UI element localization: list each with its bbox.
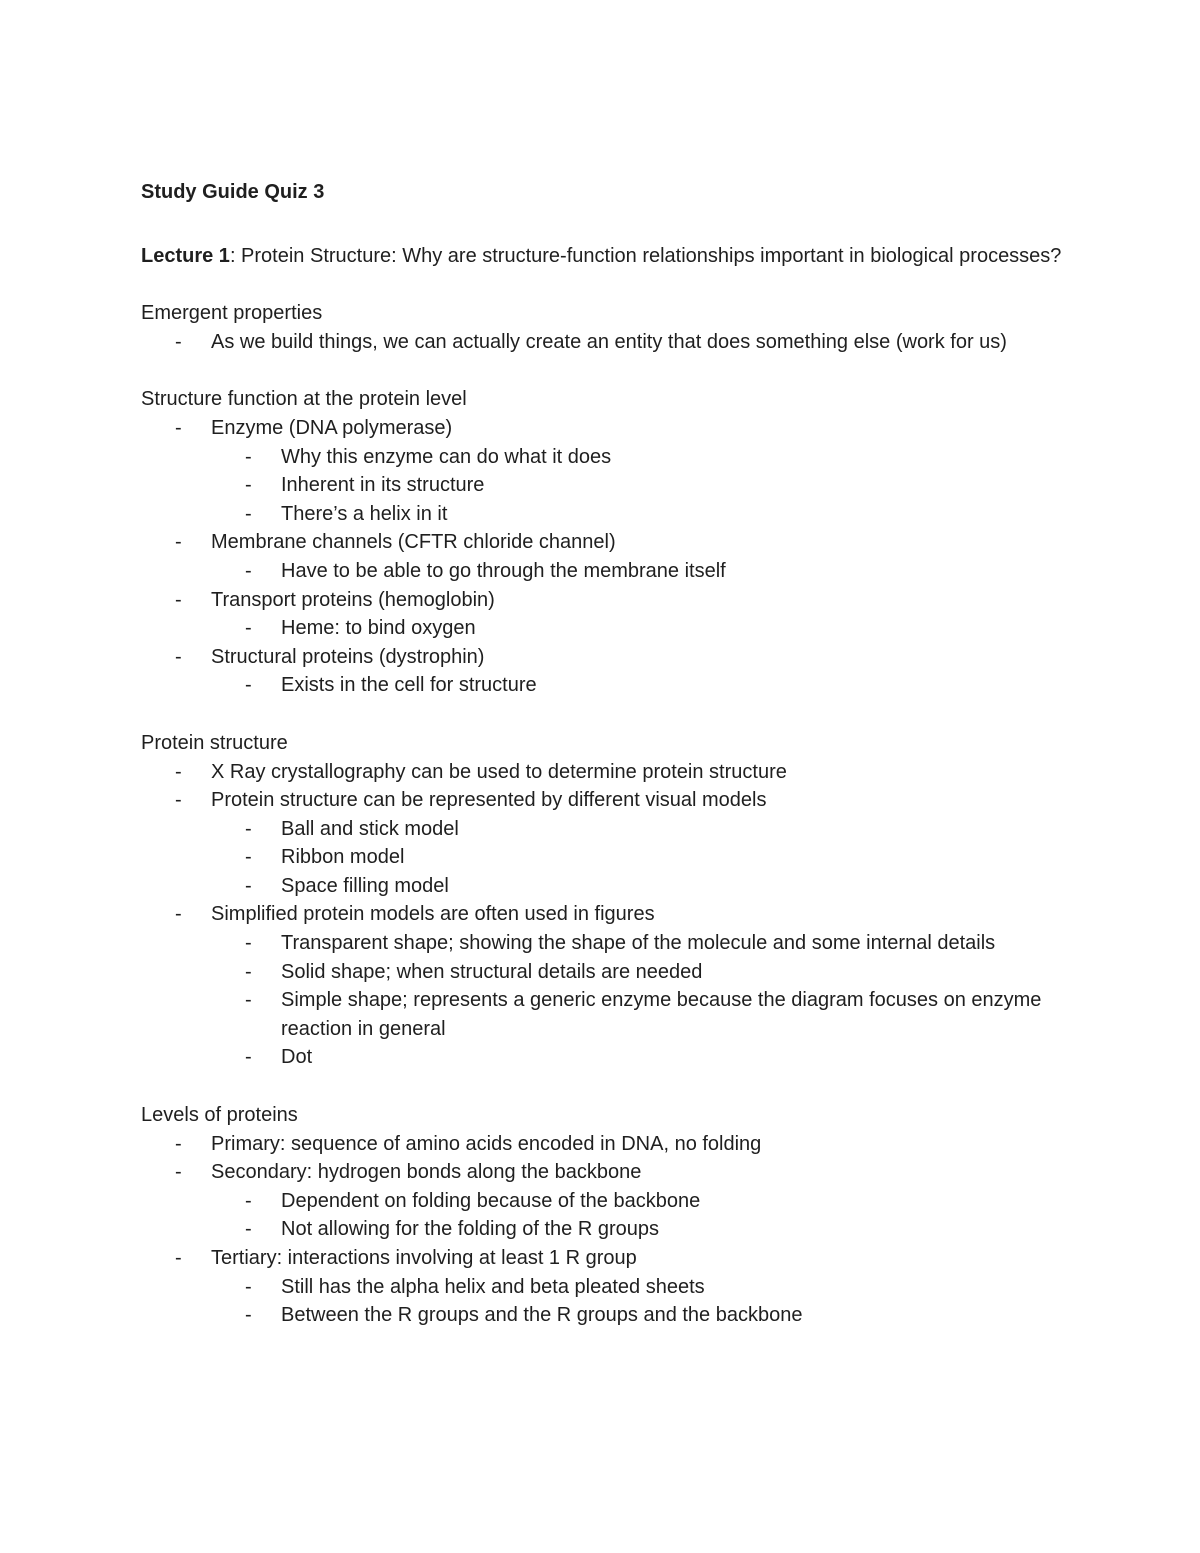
- bullet-dash: -: [245, 1218, 252, 1241]
- bullet-list: [141, 1130, 1071, 1330]
- bullet-dash: -: [175, 1161, 182, 1184]
- list-item-text: Membrane channels (CFTR chloride channel): [211, 531, 616, 554]
- bullet-dash: -: [245, 502, 252, 525]
- sub-list-item: [211, 843, 1071, 872]
- bullet-dash: -: [175, 416, 182, 439]
- sub-list-item: [211, 500, 1071, 529]
- list-item: [141, 758, 1071, 787]
- bullet-list: [141, 328, 1071, 357]
- notes-section: [141, 385, 1071, 700]
- sub-list-item-text: Ribbon model: [281, 846, 405, 869]
- list-item-text: Tertiary: interactions involving at least 1 R group: [211, 1247, 637, 1269]
- list-item: [141, 786, 1071, 900]
- bullet-dash: -: [175, 1247, 182, 1269]
- document-title: Study Guide Quiz 3: [141, 181, 325, 203]
- sub-list-item-text: There’s a helix in it: [281, 502, 448, 525]
- sub-bullet-list: [211, 443, 1071, 529]
- bullet-dash: -: [245, 1304, 252, 1327]
- sub-bullet-list: [211, 557, 1071, 586]
- sub-list-item-text: Heme: to bind oxygen: [281, 617, 476, 640]
- document-page: [141, 178, 1071, 1330]
- list-item: [141, 1130, 1071, 1159]
- list-item-text: Structural proteins (dystrophin): [211, 645, 485, 668]
- list-item: [141, 1158, 1071, 1244]
- sub-list-item: [211, 1273, 1071, 1302]
- list-item: [141, 900, 1071, 1072]
- bullet-dash: -: [175, 588, 182, 611]
- sub-bullet-list: [211, 671, 1071, 700]
- bullet-dash: -: [245, 559, 252, 582]
- bullet-dash: -: [175, 789, 182, 812]
- sub-list-item-text: Between the R groups and the R groups and the backbone: [281, 1304, 803, 1327]
- sub-bullet-list: [211, 929, 1071, 1072]
- list-item-text: X Ray crystallography can be used to determine protein structure: [211, 760, 787, 783]
- bullet-dash: -: [175, 903, 182, 926]
- bullet-dash: -: [245, 1046, 252, 1069]
- lecture-heading: [141, 242, 1071, 271]
- sub-list-item: [211, 1187, 1071, 1216]
- notes-section: [141, 299, 1071, 356]
- list-item: [141, 643, 1071, 700]
- notes-section: [141, 729, 1071, 1072]
- sub-list-item-text: Ball and stick model: [281, 817, 459, 840]
- sub-list-item-text: Transparent shape; showing the shape of the molecule and some internal details: [281, 932, 996, 955]
- section-heading: Levels of proteins: [141, 1104, 298, 1127]
- bullet-dash: -: [245, 989, 252, 1012]
- sub-list-item: [211, 1301, 1071, 1330]
- list-item-text: Enzyme (DNA polymerase): [211, 416, 453, 439]
- list-item: [141, 414, 1071, 528]
- bullet-dash: -: [175, 330, 182, 353]
- sub-list-item-text: Exists in the cell for structure: [281, 674, 537, 697]
- list-item: [141, 1244, 1071, 1330]
- sub-list-item: [211, 872, 1071, 901]
- bullet-dash: -: [245, 874, 252, 897]
- bullet-dash: -: [245, 1189, 252, 1212]
- list-item-text: Secondary: hydrogen bonds along the backbone: [211, 1161, 642, 1184]
- section-heading: Protein structure: [141, 731, 288, 754]
- bullet-dash: -: [245, 846, 252, 869]
- sub-list-item: [211, 929, 1071, 958]
- sub-list-item-text: Space filling model: [281, 874, 449, 897]
- sub-list-item: [211, 557, 1071, 586]
- sub-list-item: [211, 471, 1071, 500]
- bullet-list: [141, 414, 1071, 700]
- section-heading: Structure function at the protein level: [141, 388, 467, 411]
- sub-list-item: [211, 815, 1071, 844]
- sub-list-item: [211, 958, 1071, 987]
- sub-list-item: [211, 986, 1071, 1043]
- bullet-dash: -: [175, 760, 182, 783]
- sub-bullet-list: [211, 1273, 1071, 1330]
- sub-list-item: [211, 1043, 1071, 1072]
- list-item-text: As we build things, we can actually create an entity that does something else (work for us): [211, 330, 1007, 353]
- bullet-dash: -: [245, 817, 252, 840]
- sub-bullet-list: [211, 1187, 1071, 1244]
- notes-body: [141, 299, 1071, 1330]
- bullet-dash: -: [245, 674, 252, 697]
- list-item: [141, 528, 1071, 585]
- bullet-dash: -: [245, 960, 252, 983]
- sub-list-item: [211, 443, 1071, 472]
- sub-list-item-text: Dot: [281, 1046, 313, 1069]
- lecture-label: Lecture 1: [141, 244, 230, 267]
- bullet-list: [141, 758, 1071, 1073]
- bullet-dash: -: [175, 645, 182, 668]
- list-item-text: Transport proteins (hemoglobin): [211, 588, 495, 611]
- bullet-dash: -: [245, 474, 252, 497]
- list-item-text: Protein structure can be represented by different visual models: [211, 789, 767, 812]
- notes-section: [141, 1101, 1071, 1330]
- sub-list-item: [211, 1215, 1071, 1244]
- sub-list-item-text: Inherent in its structure: [281, 474, 485, 497]
- list-item: [141, 328, 1071, 357]
- bullet-dash: -: [175, 531, 182, 554]
- bullet-dash: -: [245, 932, 252, 955]
- sub-list-item-text: Why this enzyme can do what it does: [281, 445, 612, 468]
- list-item-text: Simplified protein models are often used in figures: [211, 903, 655, 926]
- sub-list-item-text: Solid shape; when structural details are needed: [281, 960, 703, 983]
- sub-bullet-list: [211, 614, 1071, 643]
- sub-bullet-list: [211, 815, 1071, 901]
- sub-list-item-text: Simple shape; represents a generic enzyme because the diagram focuses on enzyme reaction in general: [281, 989, 1042, 1040]
- sub-list-item: [211, 614, 1071, 643]
- list-item-text: Primary: sequence of amino acids encoded in DNA, no folding: [211, 1132, 762, 1155]
- sub-list-item-text: Have to be able to go through the membrane itself: [281, 559, 726, 582]
- sub-list-item-text: Still has the alpha helix and beta pleated sheets: [281, 1275, 705, 1298]
- bullet-dash: -: [245, 617, 252, 640]
- section-heading: Emergent properties: [141, 302, 323, 325]
- lecture-description: : Protein Structure: Why are structure-function relationships important in biological processes?: [229, 244, 1062, 267]
- bullet-dash: -: [245, 445, 252, 468]
- bullet-dash: -: [245, 1275, 252, 1298]
- sub-list-item-text: Dependent on folding because of the backbone: [281, 1189, 701, 1212]
- sub-list-item-text: Not allowing for the folding of the R groups: [281, 1218, 659, 1241]
- bullet-dash: -: [175, 1132, 182, 1155]
- sub-list-item: [211, 671, 1071, 700]
- list-item: [141, 586, 1071, 643]
